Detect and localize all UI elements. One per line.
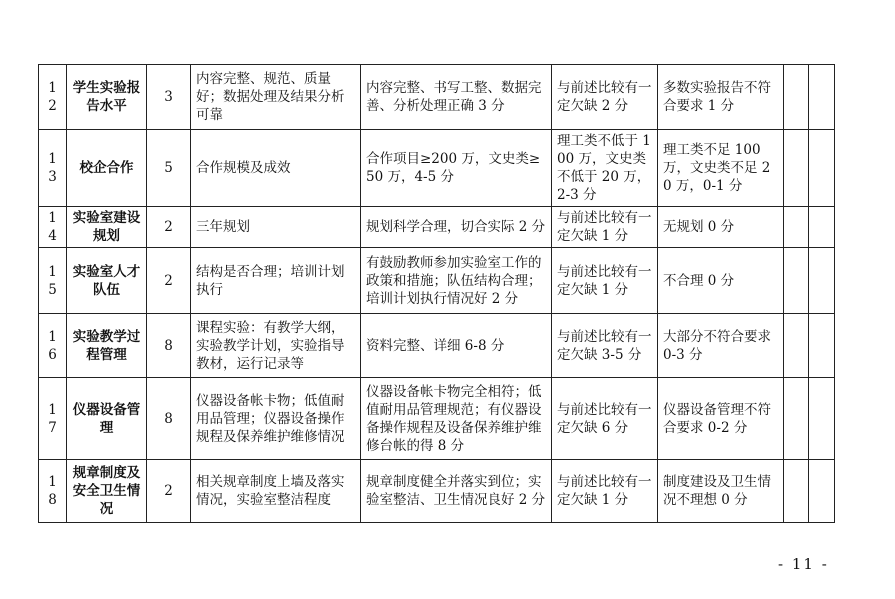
blank-cell <box>784 460 809 523</box>
evaluation-content: 相关规章制度上墙及落实情况，实验室整洁程度 <box>191 460 361 523</box>
criteria-poor: 大部分不符合要求 0-3 分 <box>658 314 784 378</box>
item-score: 5 <box>147 130 191 207</box>
blank-cell <box>784 314 809 378</box>
row-number: 15 <box>39 248 67 314</box>
item-score: 8 <box>147 378 191 460</box>
criteria-poor: 仪器设备管理不符合要求 0-2 分 <box>658 378 784 460</box>
criteria-poor: 理工类不足 100 万，文史类不足 20 万，0-1 分 <box>658 130 784 207</box>
criteria-medium: 与前述比较有一定欠缺 3-5 分 <box>552 314 658 378</box>
criteria-poor: 无规划 0 分 <box>658 207 784 248</box>
row-number: 12 <box>39 65 67 130</box>
criteria-poor: 不合理 0 分 <box>658 248 784 314</box>
evaluation-content: 合作规模及成效 <box>191 130 361 207</box>
evaluation-content: 课程实验：有教学大纲，实验教学计划，实验指导教材，运行记录等 <box>191 314 361 378</box>
criteria-excellent: 规章制度健全并落实到位；实验室整洁、卫生情况良好 2 分 <box>361 460 552 523</box>
blank-cell <box>809 130 835 207</box>
criteria-medium: 与前述比较有一定欠缺 6 分 <box>552 378 658 460</box>
blank-cell <box>809 378 835 460</box>
evaluation-item: 仪器设备管理 <box>67 378 147 460</box>
row-number: 18 <box>39 460 67 523</box>
row-number: 17 <box>39 378 67 460</box>
item-score: 2 <box>147 207 191 248</box>
criteria-poor: 制度建设及卫生情况不理想 0 分 <box>658 460 784 523</box>
evaluation-item: 规章制度及安全卫生情况 <box>67 460 147 523</box>
criteria-poor: 多数实验报告不符合要求 1 分 <box>658 65 784 130</box>
criteria-excellent: 内容完整、书写工整、数据完善、分析处理正确 3 分 <box>361 65 552 130</box>
criteria-medium: 与前述比较有一定欠缺 1 分 <box>552 248 658 314</box>
table-row <box>39 207 835 248</box>
blank-cell <box>809 65 835 130</box>
item-score: 8 <box>147 314 191 378</box>
page-number: - 11 - <box>778 555 829 573</box>
evaluation-content: 结构是否合理；培训计划执行 <box>191 248 361 314</box>
blank-cell <box>784 378 809 460</box>
evaluation-item: 实验教学过程管理 <box>67 314 147 378</box>
blank-cell <box>809 248 835 314</box>
blank-cell <box>784 207 809 248</box>
criteria-medium: 与前述比较有一定欠缺 1 分 <box>552 207 658 248</box>
table-row <box>39 460 835 523</box>
blank-cell <box>784 65 809 130</box>
blank-cell <box>809 207 835 248</box>
table-row <box>39 248 835 314</box>
criteria-excellent: 合作项目≥200 万，文史类≥ 50 万，4-5 分 <box>361 130 552 207</box>
item-score: 3 <box>147 65 191 130</box>
evaluation-item: 实验室人才队伍 <box>67 248 147 314</box>
evaluation-table <box>38 64 835 523</box>
item-score: 2 <box>147 460 191 523</box>
evaluation-content: 仪器设备帐卡物；低值耐用品管理；仪器设备操作规程及保养维护维修情况 <box>191 378 361 460</box>
criteria-excellent: 有鼓励教师参加实验室工作的政策和措施；队伍结构合理；培训计划执行情况好 2 分 <box>361 248 552 314</box>
criteria-medium: 与前述比较有一定欠缺 2 分 <box>552 65 658 130</box>
row-number: 14 <box>39 207 67 248</box>
criteria-medium: 与前述比较有一定欠缺 1 分 <box>552 460 658 523</box>
criteria-medium: 理工类不低于 100 万，文史类不低于 20 万，2-3 分 <box>552 130 658 207</box>
blank-cell <box>809 314 835 378</box>
table-row <box>39 378 835 460</box>
criteria-excellent: 资料完整、详细 6-8 分 <box>361 314 552 378</box>
evaluation-item: 校企合作 <box>67 130 147 207</box>
item-score: 2 <box>147 248 191 314</box>
criteria-excellent: 仪器设备帐卡物完全相符；低值耐用品管理规范；有仪器设备操作规程及设备保养维护维修台帐的得 8 分 <box>361 378 552 460</box>
table-row <box>39 314 835 378</box>
table-row <box>39 65 835 130</box>
criteria-excellent: 规划科学合理，切合实际 2 分 <box>361 207 552 248</box>
evaluation-item: 学生实验报告水平 <box>67 65 147 130</box>
blank-cell <box>809 460 835 523</box>
evaluation-content: 三年规划 <box>191 207 361 248</box>
evaluation-item: 实验室建设规划 <box>67 207 147 248</box>
row-number: 13 <box>39 130 67 207</box>
blank-cell <box>784 248 809 314</box>
table-row <box>39 130 835 207</box>
blank-cell <box>784 130 809 207</box>
evaluation-content: 内容完整、规范、质量好；数据处理及结果分析可靠 <box>191 65 361 130</box>
row-number: 16 <box>39 314 67 378</box>
